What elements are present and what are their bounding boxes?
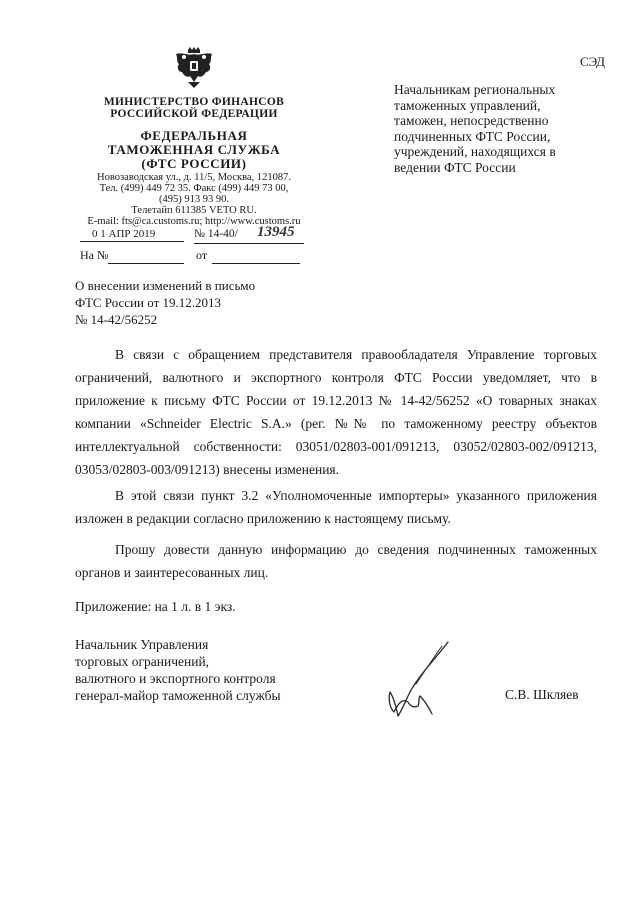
recipient-line: учреждений, находящихся в <box>394 144 556 160</box>
letter-subject <box>75 277 335 328</box>
position-line: генерал-майор таможенной службы <box>75 688 281 703</box>
position-line: торговых ограничений, <box>75 654 210 669</box>
service-name <box>80 129 308 171</box>
registration-number-prefix: № 14-40/ <box>194 228 238 240</box>
ministry-line: МИНИСТЕРСТВО ФИНАНСОВ <box>103 96 285 108</box>
phone-line: Тел. (499) 449 72 35. Факс (499) 449 73 00, <box>99 183 289 194</box>
position-line: Начальник Управления <box>75 637 209 652</box>
handwritten-signature-icon <box>384 640 450 718</box>
subject-line: № 14-42/56252 <box>75 312 158 327</box>
reference-date-label: от <box>196 248 208 262</box>
phone-line: (495) 913 93 90. <box>159 194 229 205</box>
registration-number-handwritten: 13945 <box>257 224 295 240</box>
email-line: E-mail: fts@ca.customs.ru; http://www.customs.ru <box>87 216 301 227</box>
ministry-line: РОССИЙСКОЙ ФЕДЕРАЦИИ <box>110 108 278 120</box>
paragraph-text: В этой связи пункт 3.2 «Уполномоченные импортеры» указанного приложения изложен в редакции согласно приложению к настоящему письму. <box>75 488 597 526</box>
body-paragraph-3 <box>75 538 597 584</box>
reference-number-line <box>108 263 184 264</box>
recipient-line: таможен, непосредственно <box>394 113 549 129</box>
sed-mark: СЭД <box>580 54 606 69</box>
signatory-position <box>75 636 335 704</box>
recipient-line: Начальникам региональных <box>394 82 556 97</box>
service-line: (ФТС РОССИИ) <box>141 156 247 171</box>
recipient-block <box>394 82 634 176</box>
attachment-note: Приложение: на 1 л. в 1 экз. <box>75 599 236 614</box>
service-line: ТАМОЖЕННАЯ СЛУЖБА <box>107 142 281 157</box>
registration-date: 0 1 АПР 2019 <box>80 228 184 242</box>
address-line: Новозаводская ул., д. 11/5, Москва, 121087. <box>97 172 291 183</box>
signer-name: С.В. Шкляев <box>505 687 579 702</box>
number-underline <box>194 243 304 244</box>
teletype-line: Телетайп 611385 VETO RU. <box>131 205 257 216</box>
subject-line: О внесении изменений в письмо <box>75 278 256 293</box>
subject-line: ФТС России от 19.12.2013 <box>75 295 222 310</box>
recipient-line: подчиненных ФТС России, <box>394 128 551 144</box>
ministry-name <box>80 96 308 120</box>
body-paragraph-1 <box>75 343 597 481</box>
double-headed-eagle-emblem-icon <box>170 44 218 92</box>
body-paragraph-2 <box>75 484 597 530</box>
paragraph-text: В связи с обращением представителя правообладателя Управление торговых ограничений, валютного и экспортного контроля ФТС России уведомляет, что в приложение к письму ФТС России от 19.12.2013 № 14-42/56252 «О товарных знаках компании «Schneider Electric S.A.» (рег. №№ по таможенному реестру объектов интеллектуальной собственности: 03051/02803-001/091213, 03052/02803-002/091213, 03053/02803-003/091213) внесены изменения. <box>75 347 597 477</box>
contact-block <box>56 172 332 227</box>
paragraph-text: Прошу довести данную информацию до сведения подчиненных таможенных органов и заинтересованных лиц. <box>75 542 597 580</box>
recipient-line: ведении ФТС России <box>394 159 516 175</box>
reference-date-line <box>212 263 300 264</box>
recipient-line: таможенных управлений, <box>394 97 541 113</box>
reference-number-label: На № <box>80 248 109 262</box>
service-line: ФЕДЕРАЛЬНАЯ <box>140 128 248 143</box>
position-line: валютного и экспортного контроля <box>75 671 276 686</box>
